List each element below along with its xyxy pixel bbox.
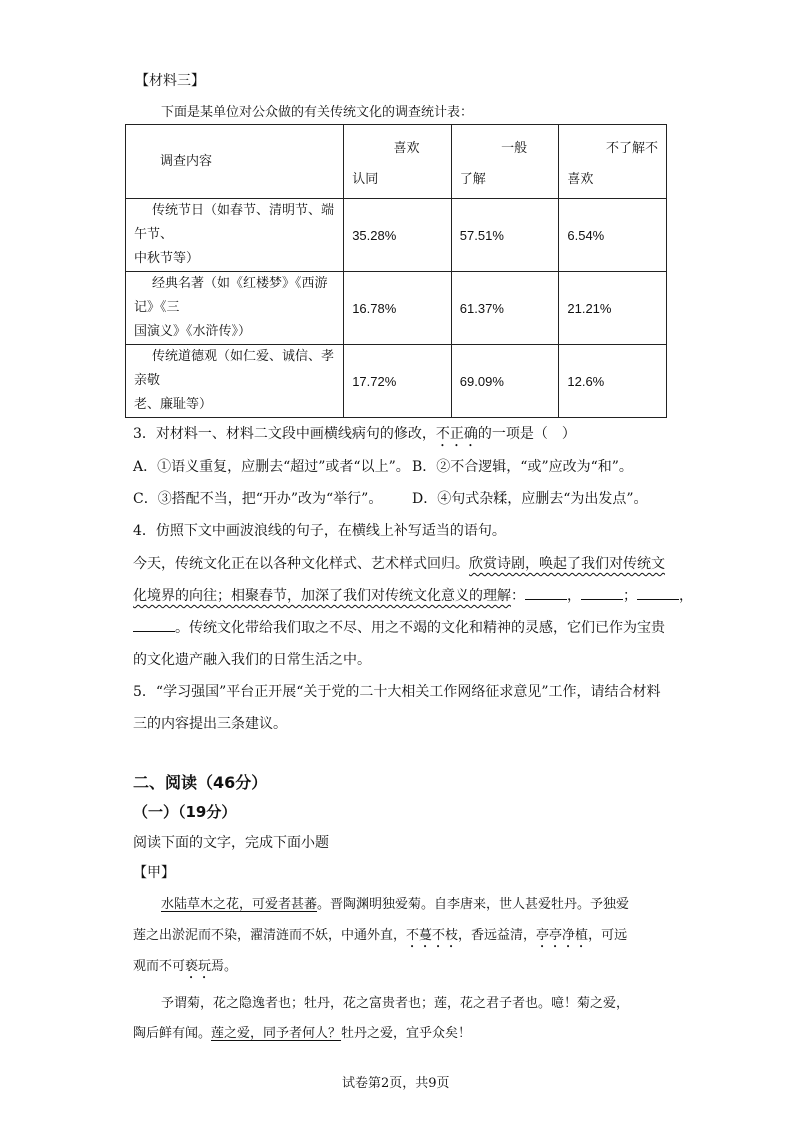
row-label: 传统节日（如春节、清明节、端午节、 中秋节等） [126,199,344,272]
cell-general: 69.09% [451,345,559,418]
passage-line5: 陶后鲜有闻。莲之爱，同予者何人？牡丹之爱，宜乎众矣！ [133,1026,472,1041]
row-label: 经典名著（如《红楼梦》《西游记》《三 国演义》《水浒传》） [126,272,344,345]
passage-line3: 观而不可亵玩焉。 [133,959,238,974]
cell-like: 17.72% [344,345,452,418]
answer-blank[interactable] [581,585,623,600]
q4-stem: 4．仿照下文中画波浪线的句子，在横线上补写适当的语句。 [133,523,506,539]
cell-dislike: 21.21% [559,272,667,345]
q3-stem: 3．对材料一、材料二文段中画横线病句的修改，不正确的一项是（ ） [133,426,576,442]
table-row [126,272,667,345]
answer-blank[interactable] [525,585,567,600]
table-header-row [126,125,667,199]
q3-option-b: B．②不合逻辑，“或”应改为“和”。 [412,459,633,475]
q4-para-line1: 今天，传统文化正在以各种文化样式、艺术样式回归。欣赏诗剧，唤起了我们对传统文 [133,556,665,572]
header-content: 调查内容 [126,125,344,199]
q3-option-c: C．③搭配不当，把“开办”改为“举行”。 [133,491,383,507]
header-like: 喜欢 认同 [344,125,452,199]
passage-line2: 莲之出淤泥而不染，濯清涟而不妖，中通外直，不蔓不枝，香远益清，亭亭净植，可远 [133,928,628,943]
q4-para-line2: 化境界的向往；相聚春节，加深了我们对传统文化意义的理解： ， ； ， [133,585,693,605]
answer-blank[interactable] [637,585,679,600]
table-row [126,199,667,272]
q4-para-line4: 的文化遗产融入我们的日常生活之中。 [133,652,371,668]
page-footer: 试卷第2页，共9页 [342,1076,450,1091]
passage-line1: 水陆草木之花，可爱者甚蕃。晋陶渊明独爱菊。自李唐来，世人甚爱牡丹。予独爱 [161,897,630,912]
cell-general: 61.37% [451,272,559,345]
row-label: 传统道德观（如仁爱、诚信、孝亲敬 老、廉耻等） [126,345,344,418]
cell-like: 35.28% [344,199,452,272]
q5-line1: 5．“学习强国”平台正开展“关于党的二十大相关工作网络征求意见”工作，请结合材料 [133,684,661,700]
cell-general: 57.51% [451,199,559,272]
header-dislike: 不了解不 喜欢 [559,125,667,199]
q3-option-a: A．①语义重复，应删去“超过”或者“以上”。 [133,459,410,475]
section-title: 二、阅读（46分） [133,773,268,792]
cell-dislike: 12.6% [559,345,667,418]
reading-instruction: 阅读下面的文字，完成下面小题 [133,835,329,851]
subsection-title: （一）（19分） [133,803,237,821]
material-heading: 【材料三】 [135,73,205,89]
passage-label-jia: 【甲】 [133,865,175,881]
table-row [126,345,667,418]
cell-like: 16.78% [344,272,452,345]
answer-blank[interactable] [133,617,175,632]
survey-table [125,124,667,418]
cell-dislike: 6.54% [559,199,667,272]
header-general: 一般 了解 [451,125,559,199]
table-intro: 下面是某单位对公众做的有关传统文化的调查统计表： [161,105,474,120]
q5-line2: 三的内容提出三条建议。 [133,716,287,732]
q4-para-line3: 。传统文化带给我们取之不尽、用之不竭的文化和精神的灵感，它们已作为宝贵 [133,617,665,637]
q3-option-d: D．④句式杂糅，应删去“为出发点”。 [412,491,648,507]
passage-line4: 予谓菊，花之隐逸者也；牡丹，花之富贵者也；莲，花之君子者也。噫！菊之爱， [161,996,630,1011]
